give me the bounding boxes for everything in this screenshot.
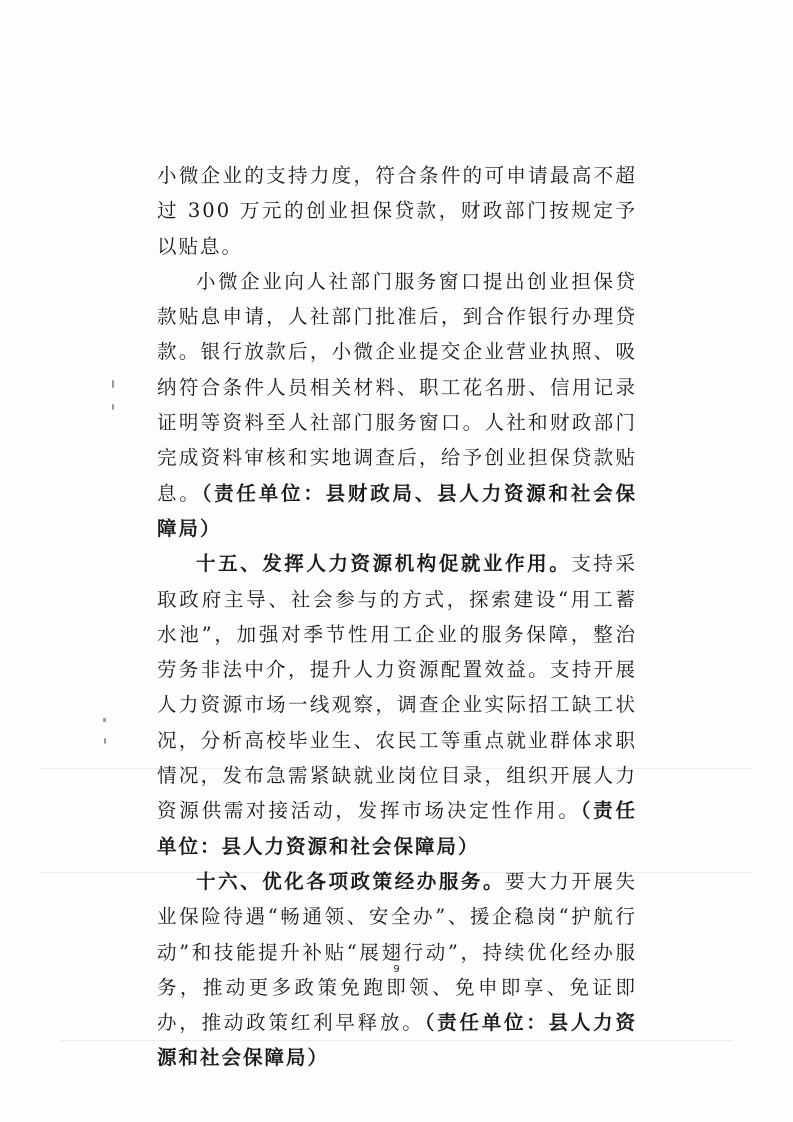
scan-artifact-mark [104,738,106,744]
responsible-unit-note: （责任单位：县人力资源和社会保障局） [157,1011,637,1070]
text-run: 小微企业的支持力度，符合条件的可申请最高不超过 300 万元的创业担保贷款，财政部门按规定予以贴息。 [157,164,637,258]
page-number: 9 [393,964,400,975]
responsible-unit-note: （责任单位：县人力资源和社会保障局） [157,799,637,858]
item-heading: 十五、发挥人力资源机构促就业作用。 [196,552,572,576]
responsible-unit-note: （责任单位：县财政局、县人力资源和社会保障局） [157,481,637,540]
paragraph-loan-subsidy-procedure [157,264,637,546]
paragraph-continuation [157,158,637,264]
scan-artifact-mark [112,404,114,410]
paragraph-item-15 [157,546,637,864]
item-heading: 十六、优化各项政策经办服务。 [196,869,506,893]
body-text [157,158,637,1076]
text-run: 支持采取政府主导、社会参与的方式，探索建设“用工蓄水池”，加强对季节性用工企业的服务保障，整治劳务非法中介，提升人力资源配置效益。支持开展人力资源市场一线观察，调查企业实际招工缺工状况，分析高校毕业生、农民工等重点就业群体求职情况，发布急需紧缺就业岗位目录，组织开展人力资源供需对接活动，发挥市场决定性作用。 [157,552,637,823]
text-run: 要大力开展失业保险待遇“畅通领、安全办”、援企稳岗“护航行动”和技能提升补贴“展翅行动”，持续优化经办服务，推动更多政策免跑即领、免申即享、免证即办，推动政策红利早释放。 [157,869,637,1035]
scan-artifact-mark [103,718,106,722]
text-run: 小微企业向人社部门服务窗口提出创业担保贷款贴息申请，人社部门批准后，到合作银行办理贷款。银行放款后，小微企业提交企业营业执照、吸纳符合条件人员相关材料、职工花名册、信用记录证明等资料至人社部门服务窗口。人社和财政部门完成资料审核和实地调查后，给予创业担保贷款贴息。 [157,269,637,505]
scan-artifact-mark [112,380,114,388]
